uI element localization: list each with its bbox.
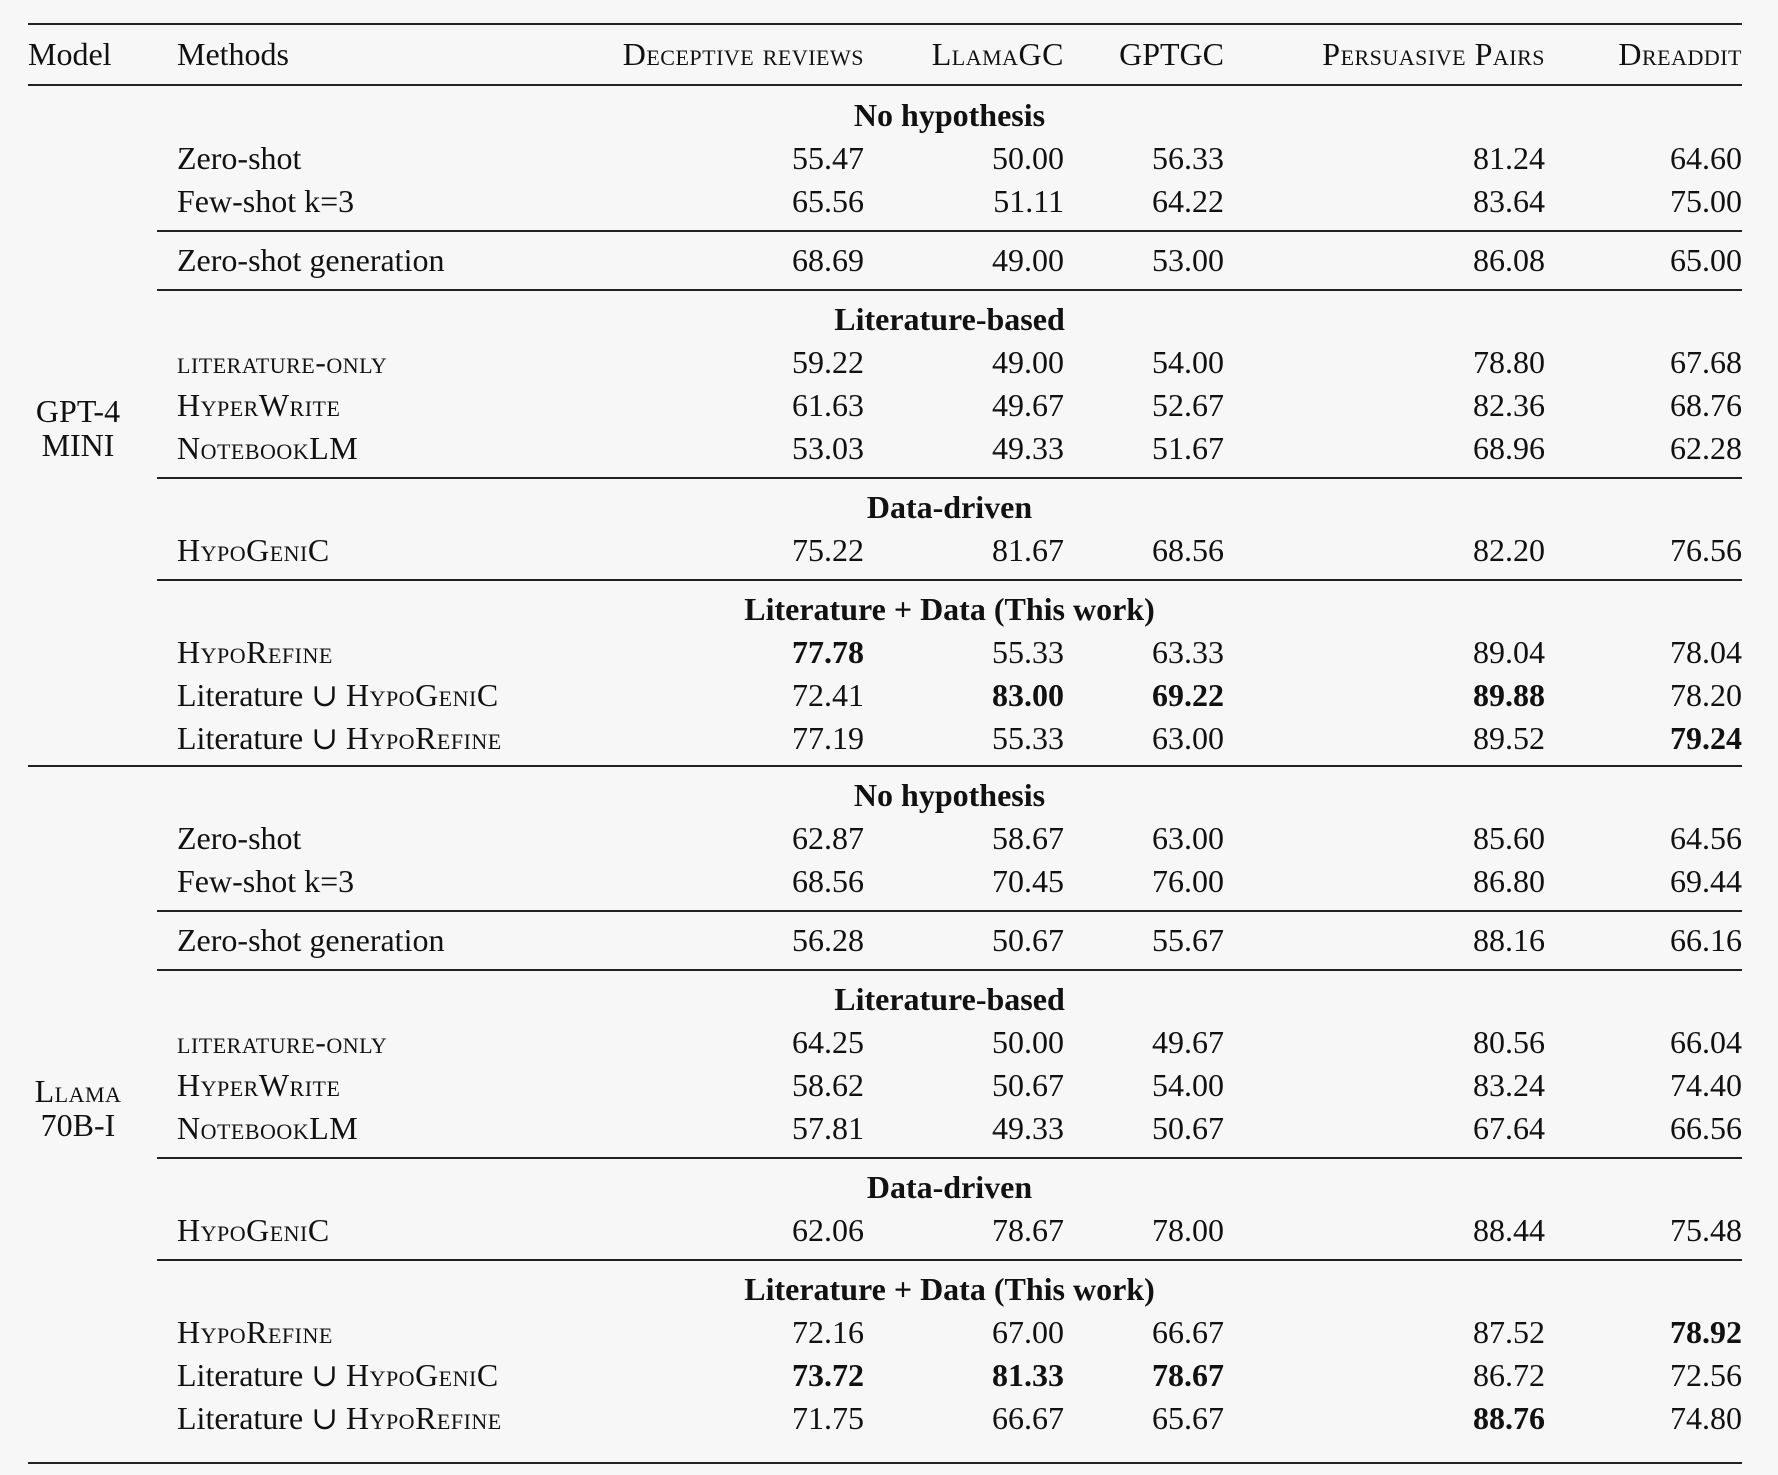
table-cell: 75.48 [1670, 1212, 1742, 1248]
section-rule [157, 230, 1742, 232]
table-cell: 72.41 [792, 677, 864, 713]
table-cell: 58.67 [992, 820, 1064, 856]
table-cell: 63.00 [1152, 720, 1224, 756]
table-cell: 56.28 [792, 922, 864, 958]
table-cell: 78.92 [1670, 1314, 1742, 1350]
table-cell: 49.00 [992, 242, 1064, 278]
method-name: HyperWrite [177, 387, 341, 423]
table-cell: 68.56 [792, 863, 864, 899]
table-cell: 62.87 [792, 820, 864, 856]
method-name: Zero-shot generation [177, 922, 445, 958]
block-rule [28, 765, 1742, 767]
section-rule [157, 1259, 1742, 1261]
table-cell: 49.67 [992, 387, 1064, 423]
table-cell: 83.64 [1473, 183, 1545, 219]
table-cell: 80.56 [1473, 1024, 1545, 1060]
table-cell: 78.00 [1152, 1212, 1224, 1248]
table-cell: 65.00 [1670, 242, 1742, 278]
table-cell: 89.88 [1473, 677, 1545, 713]
section-title: Literature-based [834, 981, 1065, 1017]
section-rule [157, 910, 1742, 912]
table-cell: 88.76 [1473, 1400, 1545, 1436]
table-cell: 67.64 [1473, 1110, 1545, 1146]
table-cell: 64.22 [1152, 183, 1224, 219]
method-name: Literature ∪ HypoGeniC [177, 677, 499, 713]
table-cell: 62.28 [1670, 430, 1742, 466]
table-cell: 66.67 [1152, 1314, 1224, 1350]
method-name: NotebookLM [177, 430, 359, 466]
method-name: Literature ∪ HypoGeniC [177, 1357, 499, 1393]
table-cell: 77.19 [792, 720, 864, 756]
method-name: HypoGeniC [177, 1212, 330, 1248]
table-cell: 64.56 [1670, 820, 1742, 856]
section-title: Literature + Data (This work) [744, 591, 1155, 627]
method-name: Zero-shot [177, 140, 302, 176]
table-cell: 49.33 [992, 1110, 1064, 1146]
table-cell: 76.00 [1152, 863, 1224, 899]
method-name: HypoGeniC [177, 532, 330, 568]
model-label-line: MINI [41, 427, 115, 463]
method-name: literature-only [177, 344, 388, 380]
section-title: Literature + Data (This work) [744, 1271, 1155, 1307]
table-cell: 50.67 [992, 1067, 1064, 1103]
table-cell: 68.96 [1473, 430, 1545, 466]
table-cell: 55.33 [992, 634, 1064, 670]
table-cell: 83.24 [1473, 1067, 1545, 1103]
table-cell: 86.80 [1473, 863, 1545, 899]
method-name: Few-shot k=3 [177, 183, 355, 219]
method-name: NotebookLM [177, 1110, 359, 1146]
table-cell: 66.04 [1670, 1024, 1742, 1060]
section-title: Data-driven [866, 489, 1033, 525]
table-cell: 64.25 [792, 1024, 864, 1060]
table-cell: 53.00 [1152, 242, 1224, 278]
table-cell: 82.36 [1473, 387, 1545, 423]
table-cell: 64.60 [1670, 140, 1742, 176]
table-cell: 57.81 [792, 1110, 864, 1146]
method-name: Zero-shot [177, 820, 302, 856]
section-rule [157, 579, 1742, 581]
table-cell: 52.67 [1152, 387, 1224, 423]
table-cell: 89.52 [1473, 720, 1545, 756]
table-cell: 78.67 [992, 1212, 1064, 1248]
section-rule [157, 289, 1742, 291]
table-cell: 50.67 [992, 922, 1064, 958]
header-deceptive-reviews: Deceptive reviews [622, 36, 864, 72]
section-rule [157, 1157, 1742, 1159]
table-cell: 78.20 [1670, 677, 1742, 713]
table-cell: 68.69 [792, 242, 864, 278]
table-cell: 79.24 [1670, 720, 1742, 756]
table-cell: 58.62 [792, 1067, 864, 1103]
table-cell: 55.47 [792, 140, 864, 176]
table-cell: 72.56 [1670, 1357, 1742, 1393]
table-cell: 54.00 [1152, 1067, 1224, 1103]
table-cell: 74.80 [1670, 1400, 1742, 1436]
table-cell: 65.67 [1152, 1400, 1224, 1436]
bottom-rule [28, 1462, 1742, 1464]
method-name: HypoRefine [177, 634, 333, 670]
table-cell: 77.78 [792, 634, 864, 670]
table-cell: 49.33 [992, 430, 1064, 466]
table-cell: 87.52 [1473, 1314, 1545, 1350]
table-cell: 83.00 [992, 677, 1064, 713]
table-cell: 69.22 [1152, 677, 1224, 713]
table-cell: 66.56 [1670, 1110, 1742, 1146]
header-model: Model [28, 36, 112, 72]
table-cell: 81.67 [992, 532, 1064, 568]
table-cell: 86.08 [1473, 242, 1545, 278]
table-cell: 69.44 [1670, 863, 1742, 899]
section-title: No hypothesis [853, 97, 1046, 133]
table-cell: 78.67 [1152, 1357, 1224, 1393]
table-cell: 49.00 [992, 344, 1064, 380]
table-cell: 50.00 [992, 1024, 1064, 1060]
table-cell: 67.68 [1670, 344, 1742, 380]
model-label-line: Llama [34, 1073, 122, 1109]
table-cell: 53.03 [792, 430, 864, 466]
table-cell: 74.40 [1670, 1067, 1742, 1103]
method-name: HyperWrite [177, 1067, 341, 1103]
header-llamagc: LlamaGC [931, 36, 1064, 72]
table-cell: 50.67 [1152, 1110, 1224, 1146]
table-cell: 50.00 [992, 140, 1064, 176]
method-name: HypoRefine [177, 1314, 333, 1350]
table-cell: 71.75 [792, 1400, 864, 1436]
table-cell: 62.06 [792, 1212, 864, 1248]
header-dreaddit: Dreaddit [1618, 36, 1742, 72]
header-methods: Methods [177, 36, 289, 72]
section-title: Literature-based [834, 301, 1065, 337]
table-cell: 51.11 [993, 183, 1064, 219]
table-cell: 63.00 [1152, 820, 1224, 856]
table-cell: 89.04 [1473, 634, 1545, 670]
header-rule [28, 84, 1742, 86]
section-rule [157, 969, 1742, 971]
model-label-line: 70B-I [40, 1107, 116, 1143]
section-rule [157, 477, 1742, 479]
method-name: Literature ∪ HypoRefine [177, 720, 502, 756]
method-name: literature-only [177, 1024, 388, 1060]
table-cell: 63.33 [1152, 634, 1224, 670]
table-cell: 82.20 [1473, 532, 1545, 568]
table-cell: 76.56 [1670, 532, 1742, 568]
section-title: No hypothesis [853, 777, 1046, 813]
table-cell: 73.72 [792, 1357, 864, 1393]
table-cell: 65.56 [792, 183, 864, 219]
table-cell: 55.67 [1152, 922, 1224, 958]
method-name: Zero-shot generation [177, 242, 445, 278]
table-cell: 66.67 [992, 1400, 1064, 1436]
table-cell: 86.72 [1473, 1357, 1545, 1393]
model-label [28, 1074, 128, 1142]
table-cell: 88.16 [1473, 922, 1545, 958]
table-cell: 51.67 [1152, 430, 1224, 466]
table-cell: 88.44 [1473, 1212, 1545, 1248]
table-cell: 55.33 [992, 720, 1064, 756]
table-cell: 68.76 [1670, 387, 1742, 423]
table-cell: 49.67 [1152, 1024, 1224, 1060]
table-cell: 78.80 [1473, 344, 1545, 380]
table-cell: 67.00 [992, 1314, 1064, 1350]
table-cell: 68.56 [1152, 532, 1224, 568]
section-title: Data-driven [866, 1169, 1033, 1205]
table-cell: 66.16 [1670, 922, 1742, 958]
model-label [28, 394, 128, 462]
header-persuasive-pairs: Persuasive Pairs [1322, 36, 1545, 72]
table-cell: 59.22 [792, 344, 864, 380]
table-cell: 75.00 [1670, 183, 1742, 219]
table-cell: 81.33 [992, 1357, 1064, 1393]
top-rule [28, 23, 1742, 25]
method-name: Literature ∪ HypoRefine [177, 1400, 502, 1436]
table-cell: 56.33 [1152, 140, 1224, 176]
table-cell: 54.00 [1152, 344, 1224, 380]
header-gptgc: GPTGC [1119, 36, 1224, 72]
model-label-line: GPT-4 [35, 393, 121, 429]
table-cell: 75.22 [792, 532, 864, 568]
method-name: Few-shot k=3 [177, 863, 355, 899]
table-cell: 81.24 [1473, 140, 1545, 176]
table-cell: 85.60 [1473, 820, 1545, 856]
table-cell: 78.04 [1670, 634, 1742, 670]
table-cell: 61.63 [792, 387, 864, 423]
table-cell: 72.16 [792, 1314, 864, 1350]
table-cell: 70.45 [992, 863, 1064, 899]
